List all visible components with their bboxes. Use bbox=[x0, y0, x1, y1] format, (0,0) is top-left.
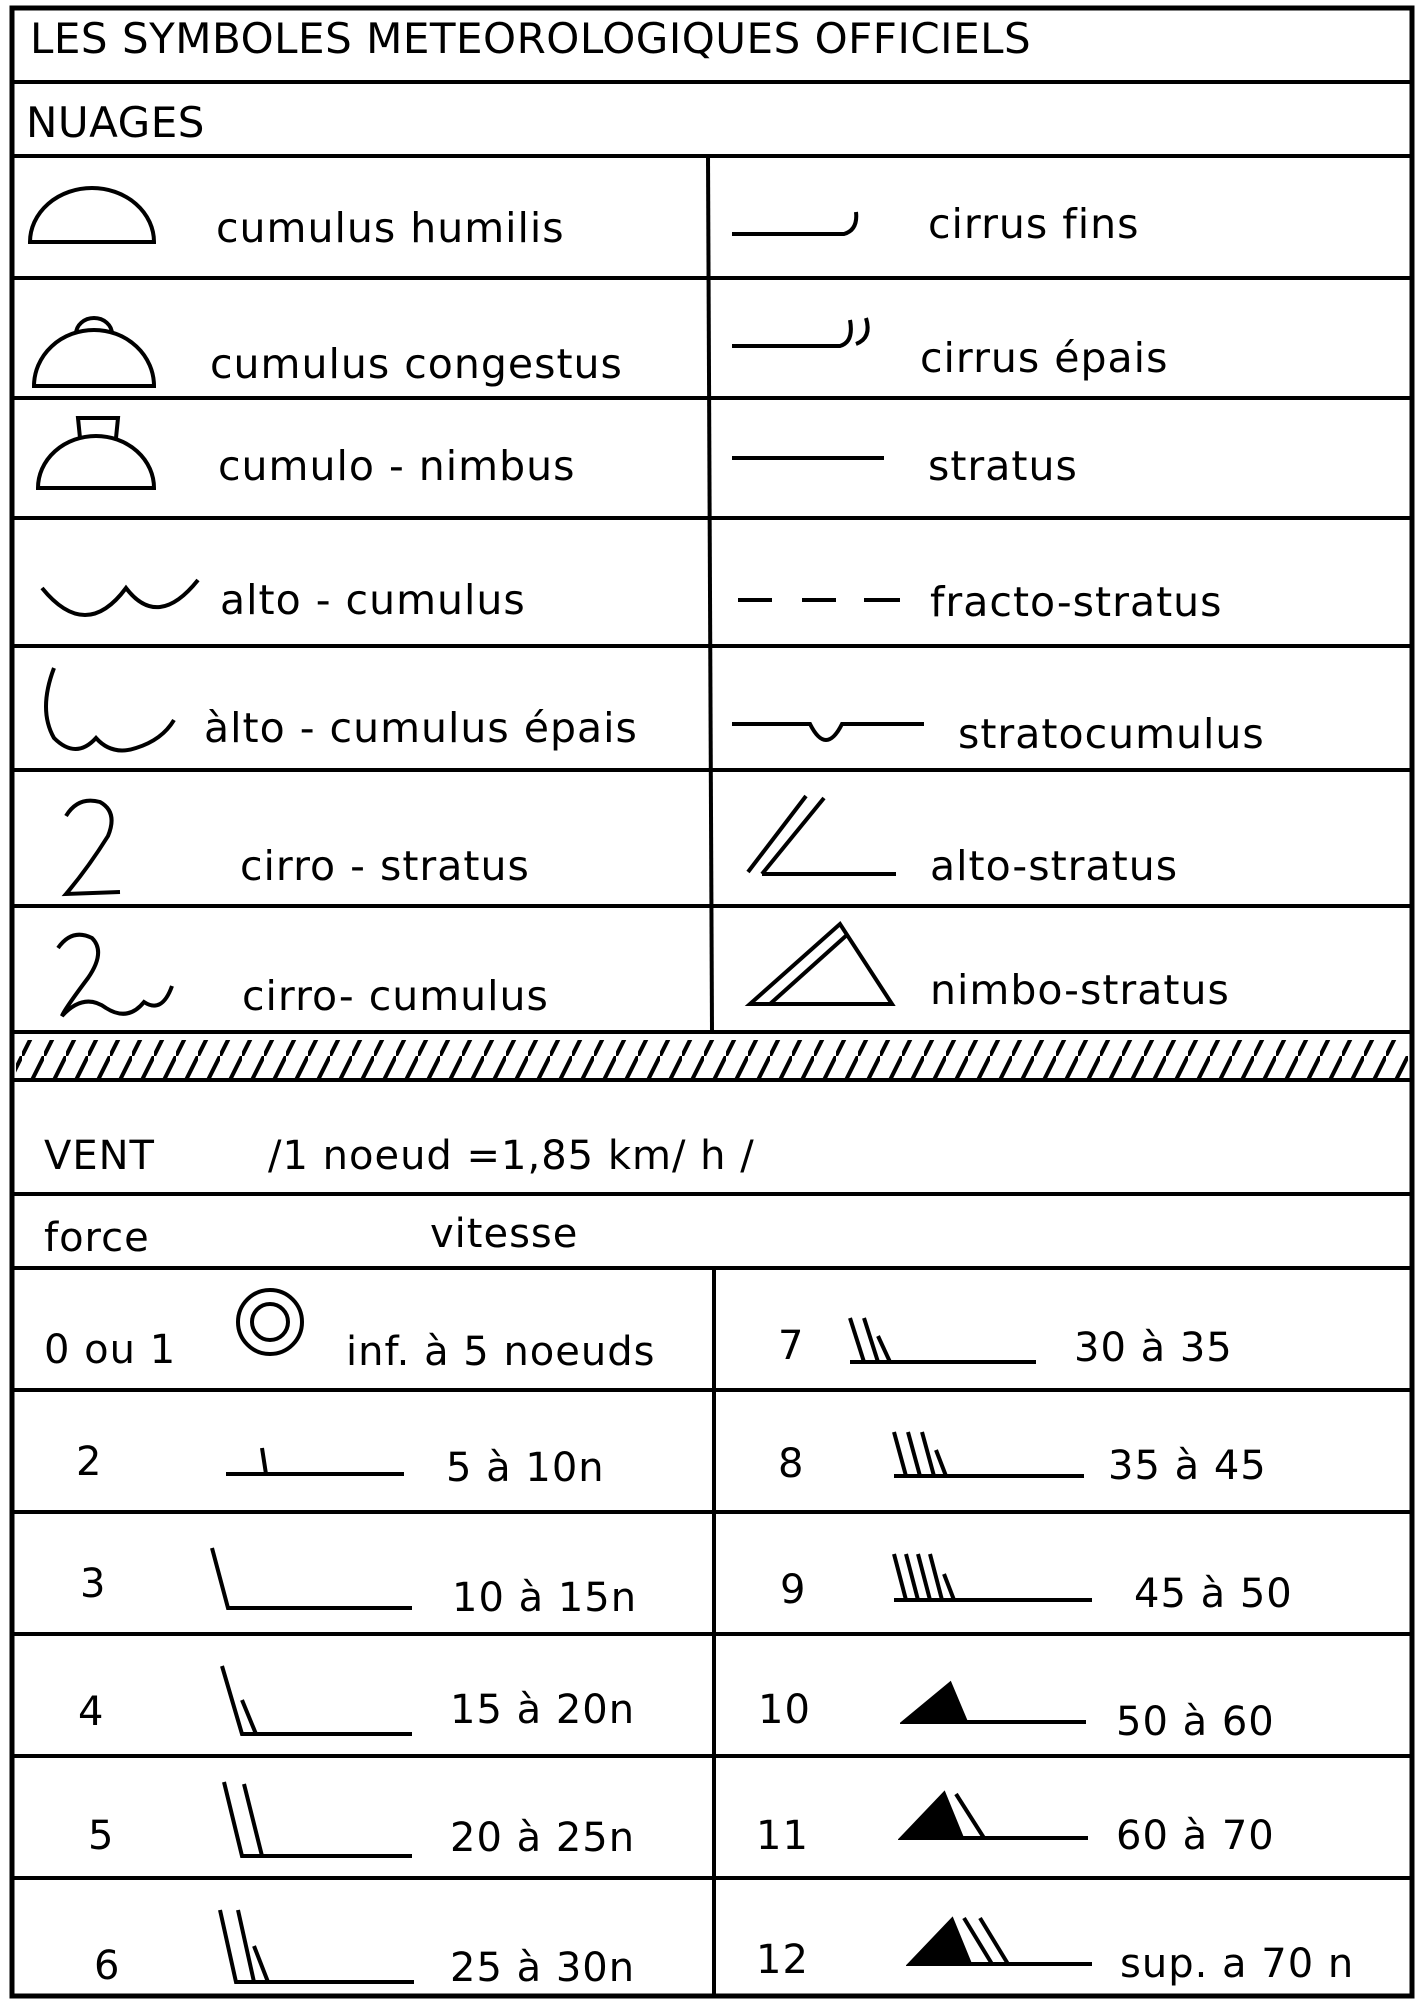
cloud-label-alto-stratus: alto-stratus bbox=[930, 842, 1179, 890]
stratus-icon bbox=[728, 448, 888, 468]
force-value: 7 bbox=[778, 1323, 805, 1369]
cloud-label-cumulo-nimbus: cumulo - nimbus bbox=[218, 442, 576, 490]
wind-header: VENT bbox=[44, 1133, 155, 1179]
fracto-stratus-icon bbox=[734, 590, 904, 610]
speed-value: 25 à 30n bbox=[450, 1945, 636, 1991]
cirro-cumulus-icon bbox=[44, 926, 194, 1026]
wind-barb-force-4-icon bbox=[212, 1660, 416, 1742]
wind-barb-force-8-icon bbox=[888, 1424, 1088, 1484]
page-title: LES SYMBOLES METEOROLOGIQUES OFFICIELS bbox=[30, 14, 1032, 63]
force-value: 8 bbox=[778, 1441, 805, 1487]
speed-value: 15 à 20n bbox=[450, 1687, 636, 1733]
alto-stratus-icon bbox=[744, 792, 904, 882]
cloud-label-cirrus-fins: cirrus fins bbox=[928, 200, 1140, 248]
force-value: 9 bbox=[780, 1567, 807, 1613]
calm-circle-icon bbox=[232, 1284, 308, 1360]
cloud-label-nimbo-stratus: nimbo-stratus bbox=[930, 966, 1230, 1014]
speed-value: 20 à 25n bbox=[450, 1815, 636, 1861]
cloud-label-cumulus-humilis: cumulus humilis bbox=[216, 204, 565, 252]
cloud-label-stratocumulus: stratocumulus bbox=[958, 710, 1265, 758]
speed-value: 60 à 70 bbox=[1116, 1813, 1275, 1859]
speed-value: 50 à 60 bbox=[1116, 1699, 1275, 1745]
cloud-label-alto-cumulus-epais: àlto - cumulus épais bbox=[204, 704, 638, 752]
wind-pennant-force-12-icon bbox=[906, 1910, 1096, 1972]
force-value: 4 bbox=[78, 1689, 105, 1735]
wind-pennant-force-11-icon bbox=[898, 1786, 1092, 1846]
wind-barb-force-5-icon bbox=[212, 1776, 416, 1864]
speed-value: 5 à 10n bbox=[446, 1445, 605, 1491]
cloud-label-cumulus-congestus: cumulus congestus bbox=[210, 340, 623, 388]
alto-cumulus-epais-icon bbox=[32, 660, 192, 760]
force-value: 0 ou 1 bbox=[44, 1327, 177, 1373]
speed-value: 45 à 50 bbox=[1134, 1571, 1293, 1617]
column-header-speed: vitesse bbox=[430, 1211, 579, 1257]
force-value: 5 bbox=[88, 1813, 115, 1859]
column-header-force: force bbox=[44, 1215, 150, 1261]
speed-value: inf. à 5 noeuds bbox=[346, 1329, 656, 1375]
cloud-label-stratus: stratus bbox=[928, 442, 1078, 490]
wind-barb-force-7-icon bbox=[844, 1310, 1040, 1370]
wind-pennant-force-10-icon bbox=[900, 1680, 1090, 1730]
speed-value: 35 à 45 bbox=[1108, 1443, 1267, 1489]
alto-cumulus-icon bbox=[38, 566, 208, 636]
speed-value: 30 à 35 bbox=[1074, 1325, 1233, 1371]
stratocumulus-icon bbox=[728, 712, 928, 762]
cloud-label-cirro-stratus: cirro - stratus bbox=[240, 842, 530, 890]
speed-value: sup. a 70 n bbox=[1120, 1941, 1355, 1987]
cirrus-fins-icon bbox=[728, 206, 878, 246]
force-value: 11 bbox=[756, 1813, 809, 1859]
wind-barb-force-3-icon bbox=[206, 1542, 416, 1616]
force-value: 10 bbox=[758, 1687, 811, 1733]
cloud-label-cirrus-epais: cirrus épais bbox=[920, 334, 1169, 382]
cumulus-humilis-icon bbox=[22, 180, 162, 252]
force-value: 2 bbox=[76, 1439, 103, 1485]
cloud-label-cirro-cumulus: cirro- cumulus bbox=[242, 972, 549, 1020]
wind-unit-note: /1 noeud =1,85 km/ h / bbox=[268, 1133, 755, 1179]
cumulus-congestus-icon bbox=[24, 300, 164, 392]
cirrus-epais-icon bbox=[728, 312, 888, 356]
force-value: 12 bbox=[756, 1937, 809, 1983]
cumulo-nimbus-icon bbox=[30, 410, 170, 494]
wind-barb-force-9-icon bbox=[888, 1546, 1096, 1608]
speed-value: 10 à 15n bbox=[452, 1575, 638, 1621]
wind-barb-force-2-icon bbox=[222, 1440, 408, 1480]
nimbo-stratus-icon bbox=[744, 918, 904, 1014]
cloud-label-fracto-stratus: fracto-stratus bbox=[930, 578, 1223, 626]
cirro-stratus-icon bbox=[48, 792, 138, 902]
force-value: 6 bbox=[94, 1943, 121, 1989]
force-value: 3 bbox=[80, 1561, 107, 1607]
cloud-label-alto-cumulus: alto - cumulus bbox=[220, 576, 526, 624]
wind-barb-force-6-icon bbox=[208, 1904, 418, 1990]
clouds-header: NUAGES bbox=[26, 98, 205, 147]
